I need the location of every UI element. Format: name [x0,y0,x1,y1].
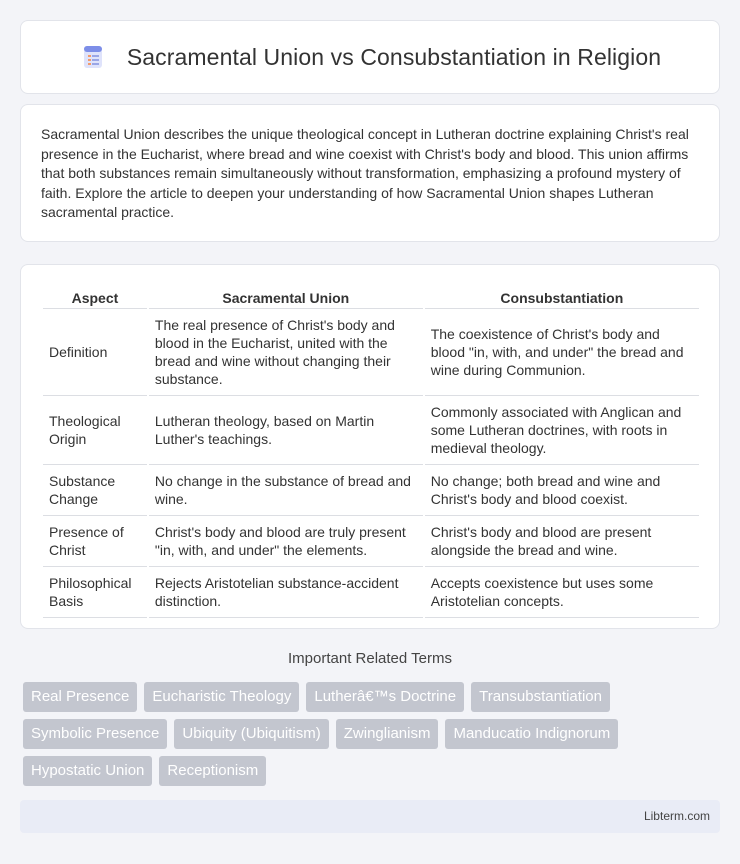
related-term-tag[interactable]: Symbolic Presence [23,719,167,749]
related-term-tag[interactable]: Manducatio Indignorum [445,719,618,749]
comparison-table-card [20,264,720,629]
table-row [43,567,699,618]
row-consubstantiation: Christ's body and blood are present alongside the bread and wine. [425,516,699,567]
related-term-tag[interactable]: Zwinglianism [336,719,439,749]
footer-site-link[interactable]: Libterm.com [643,809,710,823]
table-header-row [43,281,699,309]
header-aspect: Aspect [43,281,147,309]
related-term-tag[interactable]: Hypostatic Union [23,756,152,786]
row-aspect: Substance Change [43,465,147,516]
intro-text: Sacramental Union describes the unique theological concept in Lutheran doctrine explaining Christ's real presence in the Eucharist, where bread and wine coexist with Christ's body and blood. This union affirms that both substances remain simultaneously without transformation, emphasizing a profound mystery of faith. Explore the article to deepen your understanding of how Sacramental Union shapes Lutheran sacramental practice. [41,126,689,221]
related-term-tag[interactable]: Receptionism [159,756,266,786]
related-term-tag[interactable]: Ubiquity (Ubiquitism) [174,719,328,749]
table-row [43,396,699,465]
related-term-tag[interactable]: Lutherâ€™s Doctrine [306,682,464,712]
row-aspect: Definition [43,309,147,396]
table-row [43,465,699,516]
footer [20,800,720,833]
related-term-tag[interactable]: Eucharistic Theology [144,682,299,712]
related-terms-list [23,682,723,793]
table-row [43,309,699,396]
row-aspect: Presence of Christ [43,516,147,567]
intro-card [20,104,720,242]
related-term-tag[interactable]: Transubstantiation [471,682,610,712]
row-aspect: Philosophical Basis [43,567,147,618]
row-sacramental-union: Rejects Aristotelian substance-accident distinction. [149,567,423,618]
related-terms-title: Important Related Terms [288,650,452,667]
table-row [43,516,699,567]
row-sacramental-union: No change in the substance of bread and wine. [149,465,423,516]
row-consubstantiation: Accepts coexistence but uses some Aristotelian concepts. [425,567,699,618]
row-aspect: Theological Origin [43,396,147,465]
row-consubstantiation: The coexistence of Christ's body and blood "in, with, and under" the bread and wine during Communion. [425,309,699,396]
row-consubstantiation: No change; both bread and wine and Christ's body and blood coexist. [425,465,699,516]
document-list-icon [79,43,107,71]
header-sacramental-union: Sacramental Union [149,281,423,309]
header-consubstantiation: Consubstantiation [425,281,699,309]
related-term-tag[interactable]: Real Presence [23,682,137,712]
row-sacramental-union: Christ's body and blood are truly present "in, with, and under" the elements. [149,516,423,567]
row-consubstantiation: Commonly associated with Anglican and some Lutheran doctrines, with roots in medieval theology. [425,396,699,465]
row-sacramental-union: The real presence of Christ's body and blood in the Eucharist, united with the bread and wine without changing their substance. [149,309,423,396]
row-sacramental-union: Lutheran theology, based on Martin Luther's teachings. [149,396,423,465]
header-card [20,20,720,94]
page-title: Sacramental Union vs Consubstantiation in Religion [126,43,662,70]
comparison-table [41,281,701,618]
